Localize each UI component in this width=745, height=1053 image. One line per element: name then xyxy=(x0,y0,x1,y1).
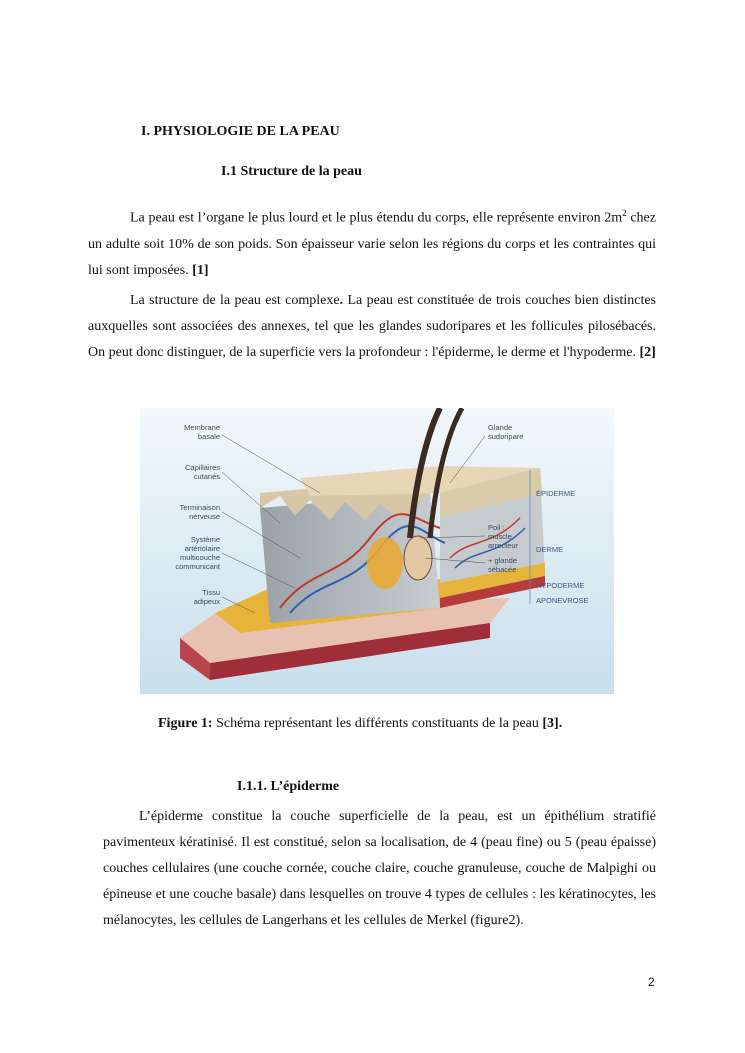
label-membrane-1: Membrane xyxy=(184,423,220,432)
section-heading: I. PHYSIOLOGIE DE LA PEAU xyxy=(141,124,340,139)
layer-epiderme: ÉPIDERME xyxy=(536,489,576,498)
label-poil-5: sébacée xyxy=(488,565,517,574)
figure-caption xyxy=(158,716,562,732)
label-poil-4: + glande xyxy=(488,556,517,565)
paragraph-1-text-a: La peau est l’organe le plus lourd et le plus étendu du corps, elle représente environ 2m xyxy=(130,210,623,226)
layer-aponevrose: APONEVROSE xyxy=(536,596,589,605)
page-number: 2 xyxy=(648,975,655,989)
label-terminaison-2: nerveuse xyxy=(189,512,220,521)
citation-2: [2] xyxy=(639,345,656,360)
subsection-heading: I.1 Structure de la peau xyxy=(221,164,362,179)
label-glande-1: Glande xyxy=(488,423,513,432)
caption-label: Figure 1: xyxy=(158,716,213,731)
paragraph-2 xyxy=(88,288,656,366)
layer-hypoderme: HYPODERME xyxy=(536,581,585,590)
label-membrane-2: basale xyxy=(197,432,220,441)
label-tissu-2: adipeux xyxy=(193,597,220,606)
label-terminaison-1: Terminaison xyxy=(179,503,220,512)
superscript: 2 xyxy=(622,208,627,218)
label-systeme-4: communicant xyxy=(175,562,220,571)
caption-citation: [3]. xyxy=(542,716,563,731)
label-systeme-3: multicouche xyxy=(179,553,220,562)
paragraph-3 xyxy=(103,804,656,934)
paragraph-1-text-b: chez un adulte soit 10% de son poids. Son épaisseur varie selon les régions du corps et les contraintes qui lui sont imposées. xyxy=(88,210,656,278)
label-systeme-2: artériolaire xyxy=(184,544,220,553)
paragraph-1 xyxy=(88,200,656,284)
paragraph-2-text-a: La structure de la peau est complexe xyxy=(130,293,340,308)
label-systeme-1: Système xyxy=(190,535,220,544)
subsubsection-heading: I.1.1. L’épiderme xyxy=(237,779,340,794)
paragraph-3-text: L’épiderme constitue la couche superficielle de la peau, est un épithélium stratifié pavimenteux kératinisé. Il est constitué, selon sa localisation, de 4 (peau fine) ou 5 (peau épaisse) couches cellulaires (une couche cornée, couche claire, couche granuleuse, couche de Malpighi ou épineuse et une couche basale) dans lesquelles on trouve 4 types de cellules : les kératinocytes, les mélanocytes, les cellules de Langerhans et les cellules de Merkel (figure2). xyxy=(103,809,656,928)
label-poil-3: arrecteur xyxy=(488,541,519,550)
paragraph-2-text-b: La peau est constituée de trois couches bien distinctes auxquelles sont associées des annexes, tel que les glandes sudoripares et les follicules pilosébacés. On peut donc distinguer, de la superficie vers la profondeur : l'épiderme, le derme et l'hypoderme. xyxy=(88,293,656,360)
label-capillaires-1: Capillaires xyxy=(184,463,220,472)
layer-derme: DERME xyxy=(536,545,564,554)
label-poil-1: Poil : xyxy=(488,523,505,532)
skin-structure-figure xyxy=(140,408,614,694)
caption-text: Schéma représentant les différents constituants de la peau xyxy=(212,716,543,731)
label-tissu-1: Tissu xyxy=(202,588,220,597)
label-capillaires-2: cutanés xyxy=(193,472,220,481)
paragraph-2-bold-dot: . xyxy=(339,293,344,308)
citation-1: [1] xyxy=(192,262,209,278)
label-poil-2: muscle xyxy=(488,532,512,541)
label-glande-2: sudoripare xyxy=(488,432,524,441)
